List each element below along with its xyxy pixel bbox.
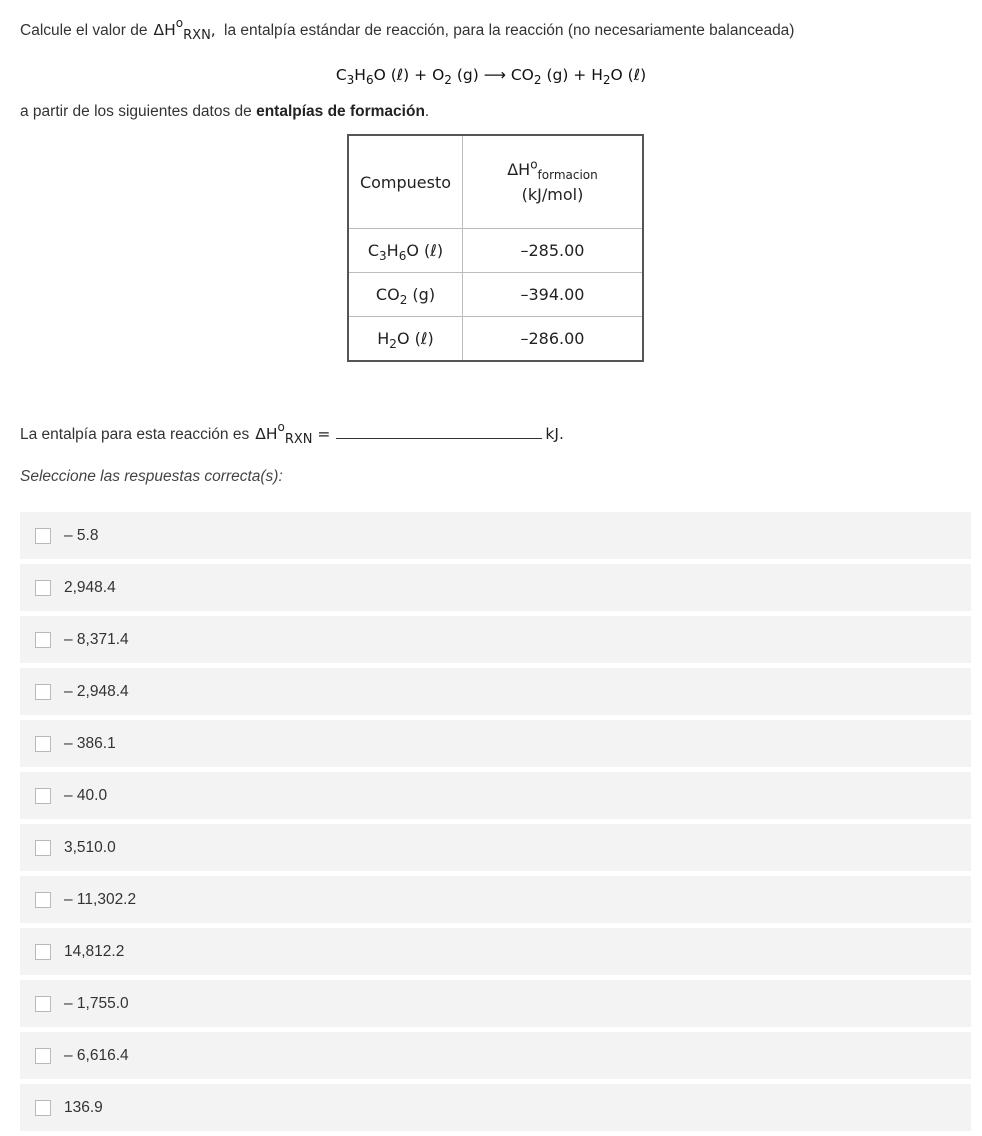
answer-option-label: – 386.1 bbox=[64, 734, 116, 752]
header-enthalpy: $\Delta H^o_{formacion}$ (kJ/mol) bbox=[463, 135, 644, 229]
answer-option-label: 136.9 bbox=[64, 1098, 103, 1116]
answer-option[interactable] bbox=[20, 720, 971, 767]
answer-option-label: – 6,616.4 bbox=[64, 1046, 129, 1064]
delta-h-rxn-symbol: $\Delta H^o_{RXN}$ = bbox=[255, 419, 331, 448]
answer-option[interactable] bbox=[20, 876, 971, 923]
formation-enthalpy-table bbox=[347, 134, 644, 362]
question-intro: Calcule el valor de bbox=[20, 22, 148, 39]
answer-option[interactable] bbox=[20, 772, 971, 819]
header-unit: (kJ/mol) bbox=[521, 185, 584, 204]
question-intro-rest: la entalpía estándar de reacción, para la reacción (no necesariamente balanceada) bbox=[224, 22, 795, 39]
answer-option[interactable] bbox=[20, 512, 971, 559]
checkbox[interactable] bbox=[35, 684, 51, 700]
delta-h-rxn-symbol: $\Delta H^o_{RXN}$, bbox=[153, 15, 216, 44]
instruction-text: Seleccione las respuestas correcta(s): bbox=[20, 468, 283, 485]
answer-option-label: – 2,948.4 bbox=[64, 682, 129, 700]
checkbox[interactable] bbox=[35, 892, 51, 908]
data-source-text: a partir de los siguientes datos de entalpías de formación. bbox=[20, 103, 430, 120]
checkbox[interactable] bbox=[35, 736, 51, 752]
compound-cell: $H_2O$ (ℓ) bbox=[348, 317, 463, 362]
table-row bbox=[348, 273, 643, 317]
reaction-equation: $C_3H_6O$ (ℓ) + $O_2$ (g) ⟶ $CO_2$ $(g) + H_2O$ (ℓ) bbox=[335, 66, 647, 88]
header-compound: Compuesto bbox=[348, 135, 463, 229]
table-row bbox=[348, 317, 643, 362]
answer-option[interactable] bbox=[20, 928, 971, 975]
table-header-row bbox=[348, 135, 643, 229]
checkbox[interactable] bbox=[35, 840, 51, 856]
compound-cell: $C_3H_6O$ (ℓ) bbox=[348, 229, 463, 273]
answer-option[interactable] bbox=[20, 616, 971, 663]
checkbox[interactable] bbox=[35, 632, 51, 648]
answer-option[interactable] bbox=[20, 564, 971, 611]
table-row bbox=[348, 229, 643, 273]
answer-line: La entalpía para esta reacción es $\Delta H^o_{RXN}$ = kJ. bbox=[20, 419, 564, 448]
checkbox[interactable] bbox=[35, 944, 51, 960]
answer-option-label: – 40.0 bbox=[64, 786, 108, 804]
answer-option-label: 14,812.2 bbox=[64, 942, 125, 960]
answer-unit: kJ. bbox=[545, 425, 564, 443]
answer-option[interactable] bbox=[20, 1084, 971, 1131]
enthalpy-value-cell: –394.00 bbox=[463, 273, 644, 317]
answer-option[interactable] bbox=[20, 668, 971, 715]
answer-options-list bbox=[20, 512, 971, 1136]
answer-option[interactable] bbox=[20, 824, 971, 871]
enthalpy-value-cell: –285.00 bbox=[463, 229, 644, 273]
compound-cell: $CO_2$ (g) bbox=[348, 273, 463, 317]
answer-option[interactable] bbox=[20, 1032, 971, 1079]
checkbox[interactable] bbox=[35, 580, 51, 596]
enthalpy-value-cell: –286.00 bbox=[463, 317, 644, 362]
checkbox[interactable] bbox=[35, 1100, 51, 1116]
checkbox[interactable] bbox=[35, 528, 51, 544]
answer-blank bbox=[336, 420, 542, 439]
checkbox[interactable] bbox=[35, 788, 51, 804]
answer-option-label: – 1,755.0 bbox=[64, 994, 129, 1012]
question-text bbox=[20, 16, 794, 45]
answer-option-label: 3,510.0 bbox=[64, 838, 116, 856]
answer-option-label: – 5.8 bbox=[64, 526, 99, 544]
formation-enthalpy-term: entalpías de formación bbox=[256, 103, 425, 120]
checkbox[interactable] bbox=[35, 996, 51, 1012]
checkbox[interactable] bbox=[35, 1048, 51, 1064]
answer-option-label: 2,948.4 bbox=[64, 578, 116, 596]
answer-option-label: – 8,371.4 bbox=[64, 630, 129, 648]
answer-option-label: – 11,302.2 bbox=[64, 890, 137, 908]
answer-option[interactable] bbox=[20, 980, 971, 1027]
